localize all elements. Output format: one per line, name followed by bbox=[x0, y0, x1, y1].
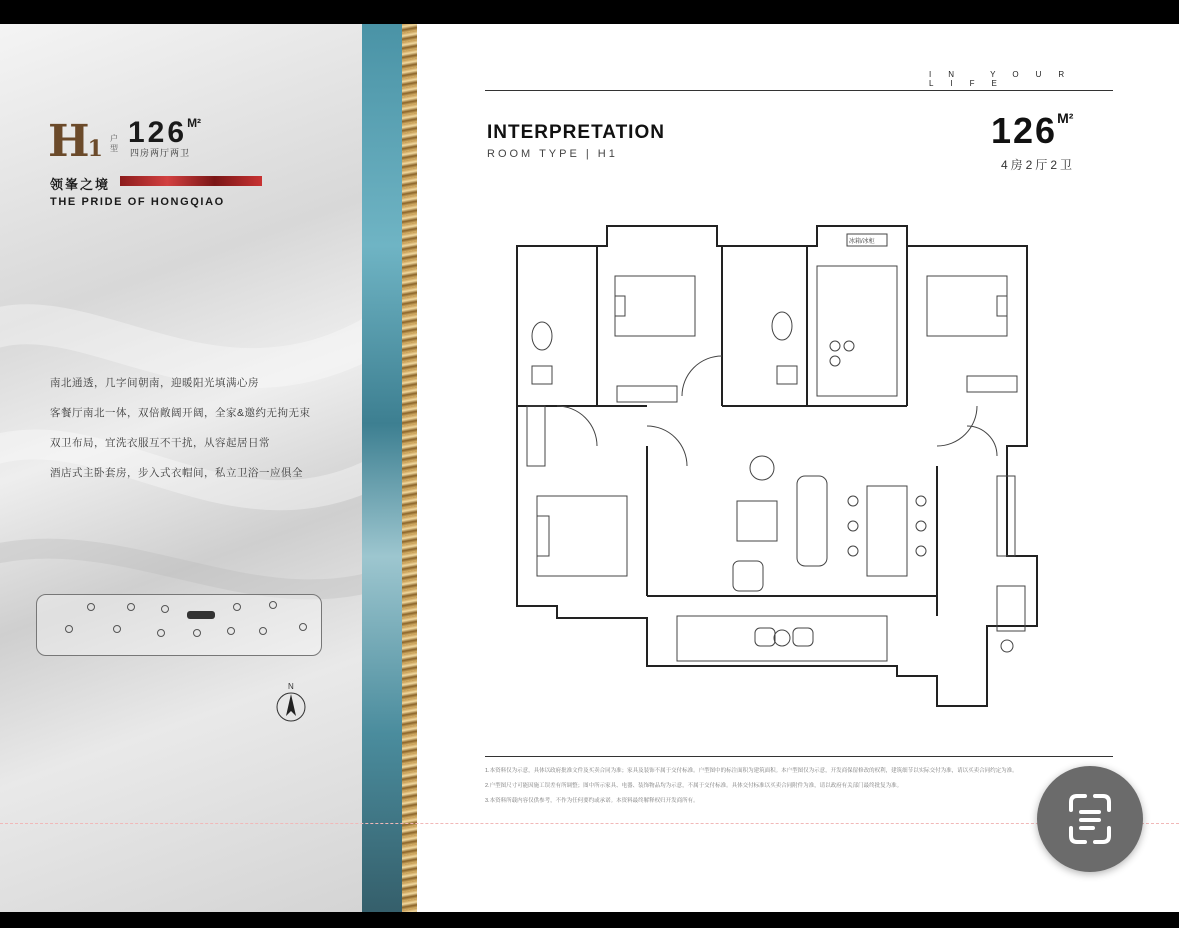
site-node bbox=[259, 627, 267, 635]
dashed-guide-line bbox=[0, 823, 1179, 824]
brochure-page bbox=[0, 24, 1179, 912]
disclaimer-line: 3.本资料所载内容仅供参考，不作为任何要约或承诺。本资料最终解释权归开发商所有。 bbox=[485, 798, 699, 804]
fridge-label: 冰箱/冰柜 bbox=[849, 239, 875, 245]
description-line: 酒店式主卧套房，步入式衣帽间，私立卫浴一应俱全 bbox=[50, 467, 303, 479]
site-node bbox=[299, 623, 307, 631]
description-line: 客餐厅南北一体，双倍敞阔开阔，全家&邀约无拘无束 bbox=[50, 407, 311, 419]
area-value-right: $126^{M^2}$ bbox=[991, 110, 1074, 151]
site-node bbox=[65, 625, 73, 633]
divider-bottom bbox=[485, 756, 1113, 757]
unit-logo: H1 bbox=[48, 116, 101, 167]
section-title: INTERPRETATION bbox=[487, 122, 665, 143]
site-node bbox=[233, 603, 241, 611]
text-scan-icon bbox=[1037, 766, 1143, 872]
description bbox=[50, 368, 350, 488]
tagline: IN YOUR LIFE bbox=[929, 70, 1082, 88]
disclaimer-line: 2.户型图尺寸可能因施工误差有所调整；图中所示家具、电器、装饰物品均为示意，不属于交付标准。具体交付标准以买卖合同附件为准，请以政府有关部门最终批复为准。 bbox=[485, 783, 903, 789]
divider-top bbox=[485, 90, 1113, 91]
text-scan-button[interactable] bbox=[1037, 766, 1143, 872]
site-node bbox=[269, 601, 277, 609]
layout-summary: 4房2厅2卫 bbox=[1001, 158, 1076, 172]
area-layout: 四房两厅两卫 bbox=[130, 148, 191, 158]
site-node bbox=[193, 629, 201, 637]
description-line: 双卫布局，宜洗衣服互不干扰，从容起居日常 bbox=[50, 437, 270, 449]
accent-bar bbox=[120, 176, 262, 186]
site-highlight bbox=[187, 611, 215, 619]
site-node bbox=[227, 627, 235, 635]
disclaimer-line: 1.本资料仅为示意，具体以政府批准文件及买卖合同为准；家具及装饰不属于交付标准。户型图中的标注面积为建筑面积。本户型图仅为示意，开发商保留修改的权利，建筑细节以实际交付为准，请以买卖合同约定为准。 bbox=[485, 768, 1018, 774]
disclaimer bbox=[485, 764, 1105, 809]
site-plan-thumbnail bbox=[36, 594, 322, 656]
floor-plan bbox=[497, 206, 1097, 716]
room-type: ROOM TYPE | H1 bbox=[487, 148, 618, 160]
area-value: $126^{M^2}$ bbox=[128, 116, 202, 149]
teal-decoration bbox=[362, 24, 402, 912]
bottom-black-bar bbox=[0, 912, 1179, 928]
description-line: 南北通透，几字间朝南，迎暖阳光填满心房 bbox=[50, 377, 259, 389]
site-node bbox=[157, 629, 165, 637]
english-title: THE PRIDE OF HONGQIAO bbox=[50, 196, 225, 208]
site-node bbox=[113, 625, 121, 633]
site-node bbox=[87, 603, 95, 611]
chinese-title: 领峯之境 bbox=[50, 177, 111, 192]
site-node bbox=[161, 605, 169, 613]
site-node bbox=[127, 603, 135, 611]
unit-logo-caption: 户型 bbox=[110, 134, 118, 153]
left-panel bbox=[0, 24, 362, 912]
gold-decoration bbox=[402, 24, 417, 912]
top-black-bar bbox=[0, 0, 1179, 24]
north-arrow-icon bbox=[274, 680, 308, 724]
compass-label: N bbox=[288, 682, 294, 691]
